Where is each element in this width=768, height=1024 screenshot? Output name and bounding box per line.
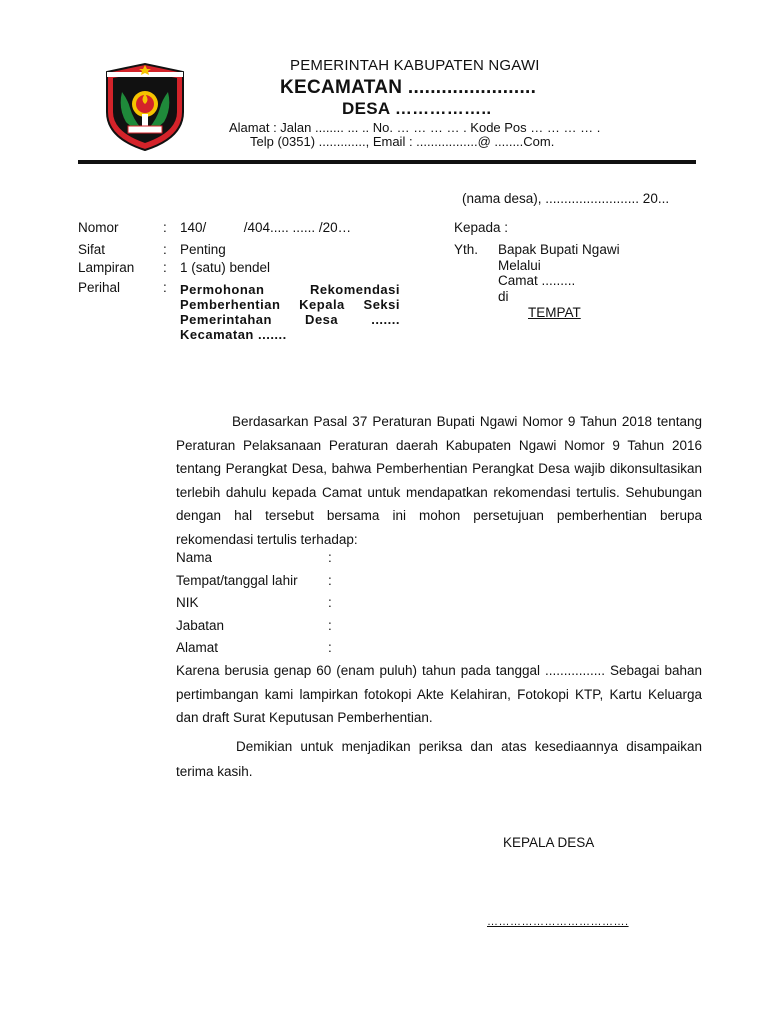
recipient-name: Bapak Bupati Ngawi — [498, 242, 620, 257]
header-divider — [78, 160, 696, 164]
closing-paragraph — [176, 734, 702, 784]
field-nik-label: NIK — [176, 595, 199, 610]
header-kecamatan: KECAMATAN ....................... — [280, 77, 537, 98]
body-paragraph — [176, 410, 702, 551]
sifat-colon: : — [163, 242, 167, 257]
signature-title: KEPALA DESA — [503, 835, 595, 850]
recipient-place: TEMPAT — [528, 305, 581, 320]
field-nama-label: Nama — [176, 550, 213, 565]
recipient-yth: Yth. — [454, 242, 479, 257]
field-nik-colon: : — [328, 595, 332, 610]
perihal-colon: : — [163, 280, 167, 295]
field-ttl-label: Tempat/tanggal lahir — [176, 573, 298, 588]
perihal-value: Permohonan Rekomendasi Pemberhentian Kepala Seksi Pemerintahan Desa ....... Kecamatan ....... — [180, 282, 400, 342]
lampiran-colon: : — [163, 260, 167, 275]
header-government: PEMERINTAH KABUPATEN NGAWI — [290, 57, 540, 74]
closing-text: Demikian untuk menjadikan periksa dan atas kesediaannya disampaikan terima kasih. — [176, 739, 702, 779]
field-jabatan-colon: : — [328, 618, 332, 633]
nomor-colon: : — [163, 220, 167, 235]
body-paragraph-2 — [176, 659, 702, 730]
ngawi-emblem-icon — [104, 60, 186, 152]
paragraph-reason: Karena berusia genap 60 (enam puluh) tahun pada tanggal ................ Sebagai bahan pertimbangan kami lampirkan fotokopi Akte Kelahiran, Fotokopi KTP, Kartu Keluarga dan draft Surat Keputusan Pemberhentian. — [176, 663, 702, 725]
recipient-via: Melalui — [498, 258, 541, 273]
field-alamat-label: Alamat — [176, 640, 219, 655]
field-nama-colon: : — [328, 550, 332, 565]
nomor-value: 140/ /404..... ...... /20… — [180, 220, 352, 235]
recipient-di: di — [498, 289, 509, 304]
nomor-label: Nomor — [78, 220, 119, 235]
field-ttl-colon: : — [328, 573, 332, 588]
field-jabatan-label: Jabatan — [176, 618, 225, 633]
recipient-camat: Camat ......... — [498, 273, 576, 288]
recipient-kepada: Kepada : — [454, 220, 509, 235]
field-alamat-colon: : — [328, 640, 332, 655]
perihal-label: Perihal — [78, 280, 121, 295]
lampiran-label: Lampiran — [78, 260, 135, 275]
regency-logo — [104, 60, 186, 152]
paragraph-intro: Berdasarkan Pasal 37 Peraturan Bupati Ngawi Nomor 9 Tahun 2018 tentang Peraturan Pelaksanaan Peraturan daerah Kabupaten Ngawi Nomor 9 Tahun 2016 tentang Perangkat Desa, bahwa Pemberhentian Perangkat Desa wajib dikonsultasikan terlebih dahulu kepada Camat untuk mendapatkan rekomendasi tertulis. Sehubungan dengan hal tersebut bersama ini mohon persetujuan pemberhentian berupa rekomendasi tertulis terhadap: — [176, 414, 702, 547]
header-contact: Telp (0351) ............., Email : .................@ ........Com. — [250, 134, 555, 149]
signature-name-line: ………………………………. — [487, 916, 629, 928]
letter-date: (nama desa), ......................... 20... — [462, 191, 670, 206]
sifat-value: Penting — [180, 242, 226, 257]
sifat-label: Sifat — [78, 242, 106, 257]
header-address: Alamat : Jalan ........ ... .. No. … … … … . Kode Pos … … … … . — [229, 120, 601, 135]
header-desa: DESA …………….. — [342, 99, 492, 118]
lampiran-value: 1 (satu) bendel — [180, 260, 271, 275]
